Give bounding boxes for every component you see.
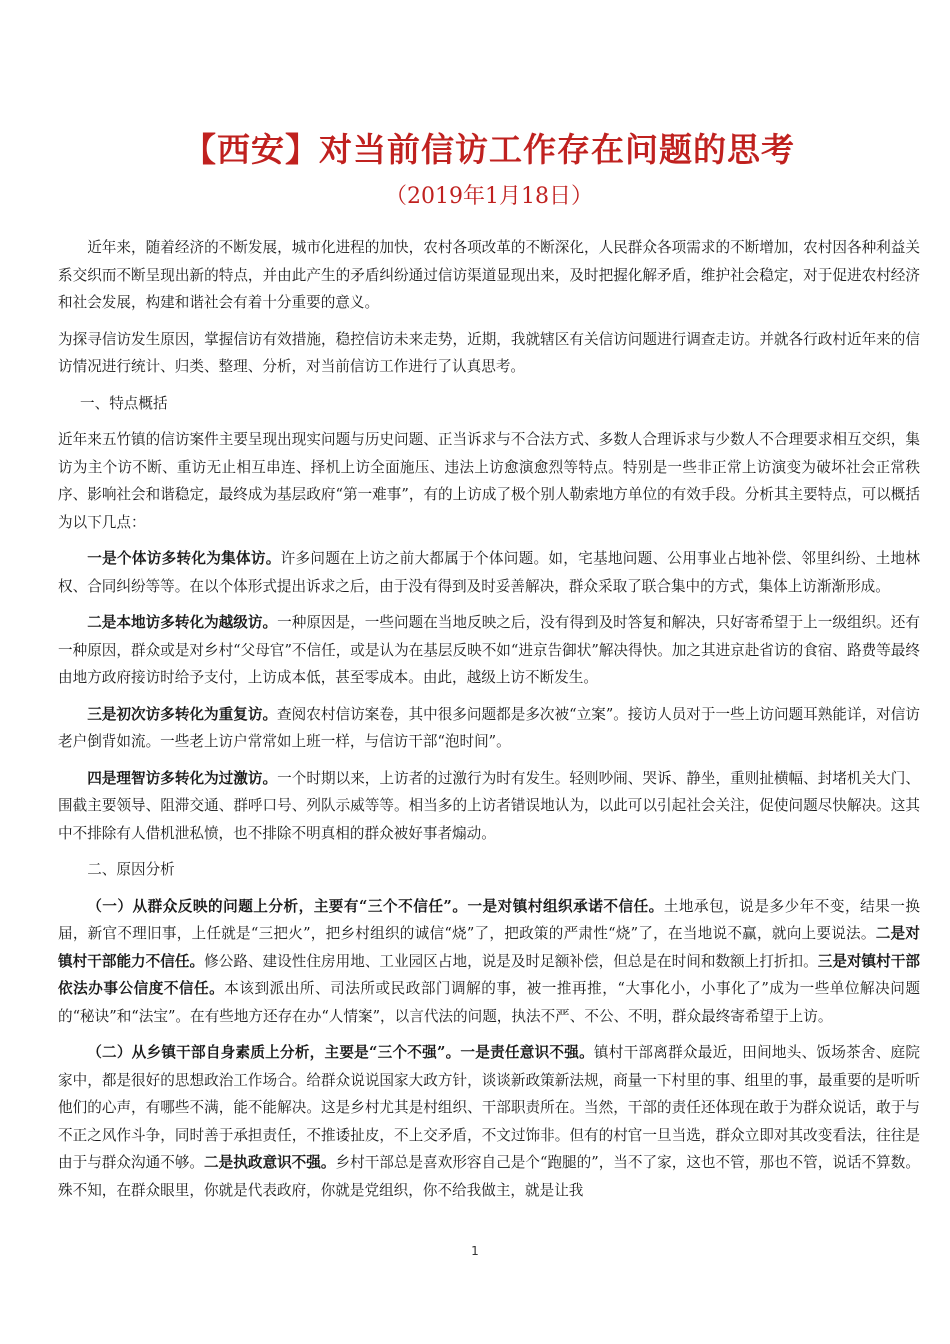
section-heading-2: 二、原因分析	[87, 861, 175, 878]
feature-point-lead: 三是初次访多转化为重复访。	[87, 705, 278, 723]
sub-point-text: 土地承包，说是多少年不变，结果一换届，新官不理旧事，上任就是“三把火”，把乡村组织的诚信“烧”了，把政策的严肃性“烧”了，在当地说不赢，就向上要说法。	[58, 897, 920, 942]
feature-point-3	[58, 701, 920, 756]
sub-point-lead: 二是执政意识不强。	[204, 1154, 336, 1171]
sub-point-lead: 二是对镇村干部能力不信任。	[58, 925, 920, 970]
feature-point-text: 一种原因是，一些问题在当地反映之后，没有得到及时答复和解决，只好寄希望于上一级组织。还有一种原因，群众或是对乡村“父母官”不信任，或是认为在基层反映不如“进京告御状”解决得快。加之其进京赴省访的食宿、路费等最终由地方政府接访时给予支付，上访成本低，甚至零成本。由此，越级上访不断发生。	[58, 614, 920, 686]
cause-analysis-part-1	[58, 893, 920, 1031]
feature-point-2	[58, 609, 920, 692]
sub-point-lead: 一是对镇村组织承诺不信任。	[467, 897, 664, 915]
feature-point-lead: 四是理智访多转化为过激访。	[87, 769, 278, 787]
part-lead: （二）从乡镇干部自身素质上分析，主要是“三个不强”。	[87, 1044, 461, 1061]
feature-point-lead: 一是个体访多转化为集体访。	[87, 550, 281, 567]
section1-summary: 近年来五竹镇的信访案件主要呈现出现实问题与历史问题、正当诉求与不合法方式、多数人合理诉求与少数人不合理要求相互交织，集访为主个访不断、重访无止相互串连、择机上访全面施压、违法上访愈演愈烈等特点。特别是一些非正常上访演变为破坏社会正常秩序、影响社会和谐稳定，最终成为基层政府“第一难事”，有的上访成了极个别人勒索地方单位的有效手段。分析其主要特点，可以概括为以下几点：	[58, 431, 920, 531]
sub-point-text: 本该到派出所、司法所或民政部门调解的事，被一推再推，“大事化小，小事化了”成为一些单位解决问题的“秘诀”和“法宝”。在有些地方还存在办“人情案”，以言代法的问题，执法不严、不公、不明，群众最终寄希望于上访。	[58, 980, 920, 1025]
feature-point-1	[58, 545, 920, 600]
document-title: 【西安】对当前信访工作存在问题的思考	[183, 130, 795, 169]
sub-point-lead: 一是责任意识不强。	[460, 1044, 594, 1061]
intro-paragraph-2: 为探寻信访发生原因，掌握信访有效措施，稳控信访未来走势，近期，我就辖区有关信访问题进行调查走访。并就各行政村近年来的信访情况进行统计、归类、整理、分析，对当前信访工作进行了认真思考。	[58, 330, 920, 375]
sub-point-text: 乡村干部总是喜欢形容自己是个“跑腿的”，当不了家，这也不管，那也不管，说话不算数。殊不知，在群众眼里，你就是代表政府，你就是党组织，你不给我做主，就是让我	[58, 1154, 920, 1199]
intro-paragraph-1: 近年来，随着经济的不断发展，城市化进程的加快，农村各项改革的不断深化，人民群众各项需求的不断增加，农村因各种利益关系交织而不断呈现出新的特点，并由此产生的矛盾纠纷通过信访渠道显现出来，及时把握化解矛盾，维护社会稳定，对于促进农村经济和社会发展，构建和谐社会有着十分重要的意义。	[58, 239, 920, 311]
feature-point-text: 查阅农村信访案卷，其中很多问题都是多次被“立案”。接访人员对于一些上访问题耳熟能详，对信访老户倒背如流。一些老上访户常常如上班一样，与信访干部“泡时间”。	[58, 705, 920, 750]
sub-point-text: 修公路、建设性住房用地、工业园区占地，说是及时足额补偿，但总是在时间和数额上打折扣。	[204, 952, 818, 970]
sub-point-text: 镇村干部离群众最近，田间地头、饭场茶舍、庭院家中，都是很好的思想政治工作场合。给群众说说国家大政方针，谈谈新政策新法规，商量一下村里的事、组里的事，最重要的是听听他们的心声，有哪些不满，能不能解决。这是乡村尤其是村组织、干部职责所在。当然，干部的责任还体现在敢于为群众说话，敢于与不正之风作斗争，同时善于承担责任，不推诿扯皮，不上交矛盾，不文过饰非。但有的村官一旦当选，群众立即对其改变看法，往往是由于与群众沟通不够。	[58, 1044, 920, 1171]
page-number: 1	[471, 1244, 479, 1258]
feature-point-lead: 二是本地访多转化为越级访。	[87, 614, 278, 631]
feature-point-text: 一个时期以来，上访者的过激行为时有发生。轻则吵闹、哭诉、静坐，重则扯横幅、封堵机关大门、围截主要领导、阻滞交通、群呼口号、列队示威等等。相当多的上访者错误地认为，以此可以引起社会关注，促使问题尽快解决。这其中不排除有人借机泄私愤，也不排除不明真相的群众被好事者煽动。	[58, 769, 920, 842]
feature-point-text: 许多问题在上访之前大都属于个体问题。如，宅基地问题、公用事业占地补偿、邻里纠纷、土地林权、合同纠纷等等。在以个体形式提出诉求之后，由于没有得到及时妥善解决，群众采取了联合集中的方式，集体上访渐渐形成。	[58, 550, 920, 595]
sub-point-lead: 三是对镇村干部依法办事公信度不信任。	[58, 952, 920, 997]
cause-analysis-part-2	[58, 1039, 920, 1204]
document-date: （2019年1月18日）	[385, 184, 593, 209]
feature-point-4	[58, 765, 920, 848]
section-heading-1: 一、特点概括	[80, 394, 168, 412]
document-body	[58, 234, 920, 1204]
part-lead: （一）从群众反映的问题上分析，主要有“三个不信任”。	[87, 897, 468, 915]
document-page	[58, 0, 920, 1213]
